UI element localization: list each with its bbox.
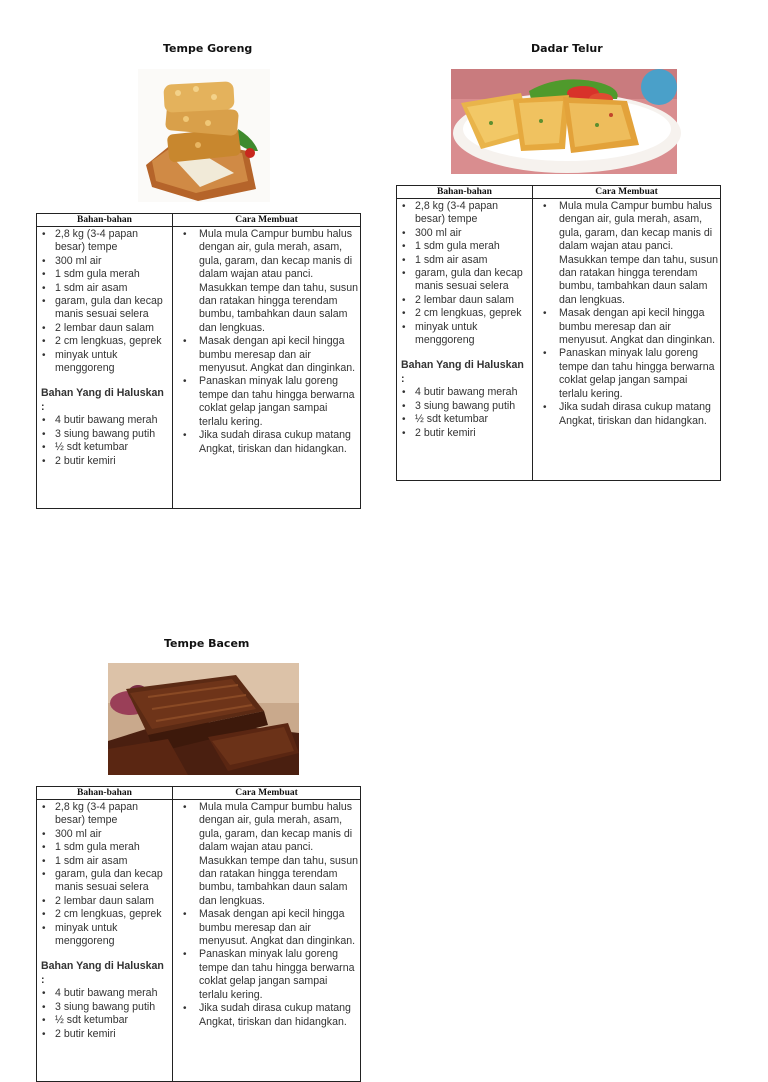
step-item: • Panaskan minyak lalu goreng tempe dan tahu hingga berwarna coklat gelap jangan sampai terlalu kering. [537, 347, 718, 401]
ingredients-list [401, 200, 530, 347]
ingredients-cell [37, 227, 173, 509]
steps-header: Cara Membuat [173, 787, 361, 800]
ground-spice-item: • ½ sdt ketumbar [401, 413, 530, 426]
ingredient-item: • 2,8 kg (3-4 papan besar) tempe [41, 801, 170, 828]
recipe-table [36, 786, 361, 1082]
recipe-title: Tempe Goreng [163, 42, 253, 55]
ingredients-list [41, 801, 170, 948]
step-item: • Mula mula Campur bumbu halus dengan air, gula merah, asam, gula, garam, dan kecap manis di dalam wajan atau panci. Masukkan tempe dan tahu, susun dan ratakan hingga terendam bumbu, tambahkan daun salam dan lengkuas. [177, 801, 358, 908]
ingredient-item: • 2 lembar daun salam [41, 322, 170, 335]
steps-header: Cara Membuat [173, 214, 361, 227]
step-item: • Jika sudah dirasa cukup matang Angkat, tiriskan dan hidangkan. [537, 401, 718, 428]
ingredient-item: • 300 ml air [401, 227, 530, 240]
ingredient-item: • minyak untuk menggoreng [41, 922, 170, 949]
ground-spice-item: • 4 butir bawang merah [41, 414, 170, 427]
ground-spices-list [41, 987, 170, 1041]
steps-cell [173, 227, 361, 509]
ground-spice-item: • 4 butir bawang merah [41, 987, 170, 1000]
ingredient-item: • 1 sdm air asam [41, 855, 170, 868]
ingredient-item: • 2 cm lengkuas, geprek [41, 335, 170, 348]
ingredients-header: Bahan-bahan [397, 186, 533, 199]
recipe-title: Tempe Bacem [164, 637, 250, 650]
ingredient-item: • 1 sdm air asam [41, 282, 170, 295]
step-item: • Panaskan minyak lalu goreng tempe dan tahu hingga berwarna coklat gelap jangan sampai terlalu kering. [177, 948, 358, 1002]
steps-cell [173, 800, 361, 1082]
ingredient-item: • garam, gula dan kecap manis sesuai selera [41, 868, 170, 895]
ingredients-header: Bahan-bahan [37, 787, 173, 800]
ingredient-item: • 300 ml air [41, 828, 170, 841]
ingredient-item: • 300 ml air [41, 255, 170, 268]
ingredient-item: • 1 sdm gula merah [41, 841, 170, 854]
step-item: • Panaskan minyak lalu goreng tempe dan tahu hingga berwarna coklat gelap jangan sampai terlalu kering. [177, 375, 358, 429]
ground-spices-title: Bahan Yang di Haluskan : [41, 387, 164, 413]
ground-spices-list [41, 414, 170, 468]
bacem-tempe-photo [108, 663, 299, 775]
ground-spices-list [401, 386, 530, 440]
recipe-title: Dadar Telur [531, 42, 603, 55]
ingredient-item: • 1 sdm gula merah [41, 268, 170, 281]
ingredient-item: • 1 sdm gula merah [401, 240, 530, 253]
steps-list [537, 200, 718, 428]
ground-spice-item: • 4 butir bawang merah [401, 386, 530, 399]
ingredient-item: • minyak untuk menggoreng [401, 321, 530, 348]
ingredient-item: • minyak untuk menggoreng [41, 349, 170, 376]
fried-tempe-photo [138, 69, 270, 202]
steps-cell [533, 199, 721, 481]
ingredients-cell [37, 800, 173, 1082]
ground-spices-title: Bahan Yang di Haluskan : [41, 960, 164, 986]
step-item: • Masak dengan api kecil hingga bumbu meresap dan air menyusut. Angkat dan dinginkan. [177, 908, 358, 948]
ground-spices-title: Bahan Yang di Haluskan : [401, 359, 524, 385]
ingredient-item: • 2 cm lengkuas, geprek [41, 908, 170, 921]
recipe-table [396, 185, 721, 481]
ingredient-item: • 2 lembar daun salam [401, 294, 530, 307]
step-item: • Jika sudah dirasa cukup matang Angkat, tiriskan dan hidangkan. [177, 429, 358, 456]
step-item: • Mula mula Campur bumbu halus dengan air, gula merah, asam, gula, garam, dan kecap manis di dalam wajan atau panci. Masukkan tempe dan tahu, susun dan ratakan hingga terendam bumbu, tambahkan daun salam dan lengkuas. [537, 200, 718, 307]
ground-spice-item: • 2 butir kemiri [41, 1028, 170, 1041]
ground-spice-item: • ½ sdt ketumbar [41, 1014, 170, 1027]
ground-spice-item: • 2 butir kemiri [401, 427, 530, 440]
ground-spice-item: • 3 siung bawang putih [41, 428, 170, 441]
ground-spice-item: • ½ sdt ketumbar [41, 441, 170, 454]
ingredient-item: • garam, gula dan kecap manis sesuai selera [41, 295, 170, 322]
steps-list [177, 228, 358, 456]
step-item: • Masak dengan api kecil hingga bumbu meresap dan air menyusut. Angkat dan dinginkan. [537, 307, 718, 347]
steps-header: Cara Membuat [533, 186, 721, 199]
step-item: • Jika sudah dirasa cukup matang Angkat, tiriskan dan hidangkan. [177, 1002, 358, 1029]
ingredients-cell [397, 199, 533, 481]
ingredient-item: • garam, gula dan kecap manis sesuai selera [401, 267, 530, 294]
steps-list [177, 801, 358, 1029]
recipe-table [36, 213, 361, 509]
ingredient-item: • 2,8 kg (3-4 papan besar) tempe [401, 200, 530, 227]
ingredient-item: • 1 sdm air asam [401, 254, 530, 267]
ingredient-item: • 2 cm lengkuas, geprek [401, 307, 530, 320]
step-item: • Masak dengan api kecil hingga bumbu meresap dan air menyusut. Angkat dan dinginkan. [177, 335, 358, 375]
ground-spice-item: • 2 butir kemiri [41, 455, 170, 468]
ground-spice-item: • 3 siung bawang putih [401, 400, 530, 413]
ingredient-item: • 2,8 kg (3-4 papan besar) tempe [41, 228, 170, 255]
step-item: • Mula mula Campur bumbu halus dengan air, gula merah, asam, gula, garam, dan kecap manis di dalam wajan atau panci. Masukkan tempe dan tahu, susun dan ratakan hingga terendam bumbu, tambahkan daun salam dan lengkuas. [177, 228, 358, 335]
omelette-photo [451, 69, 677, 174]
ground-spice-item: • 3 siung bawang putih [41, 1001, 170, 1014]
ingredients-list [41, 228, 170, 375]
ingredient-item: • 2 lembar daun salam [41, 895, 170, 908]
ingredients-header: Bahan-bahan [37, 214, 173, 227]
